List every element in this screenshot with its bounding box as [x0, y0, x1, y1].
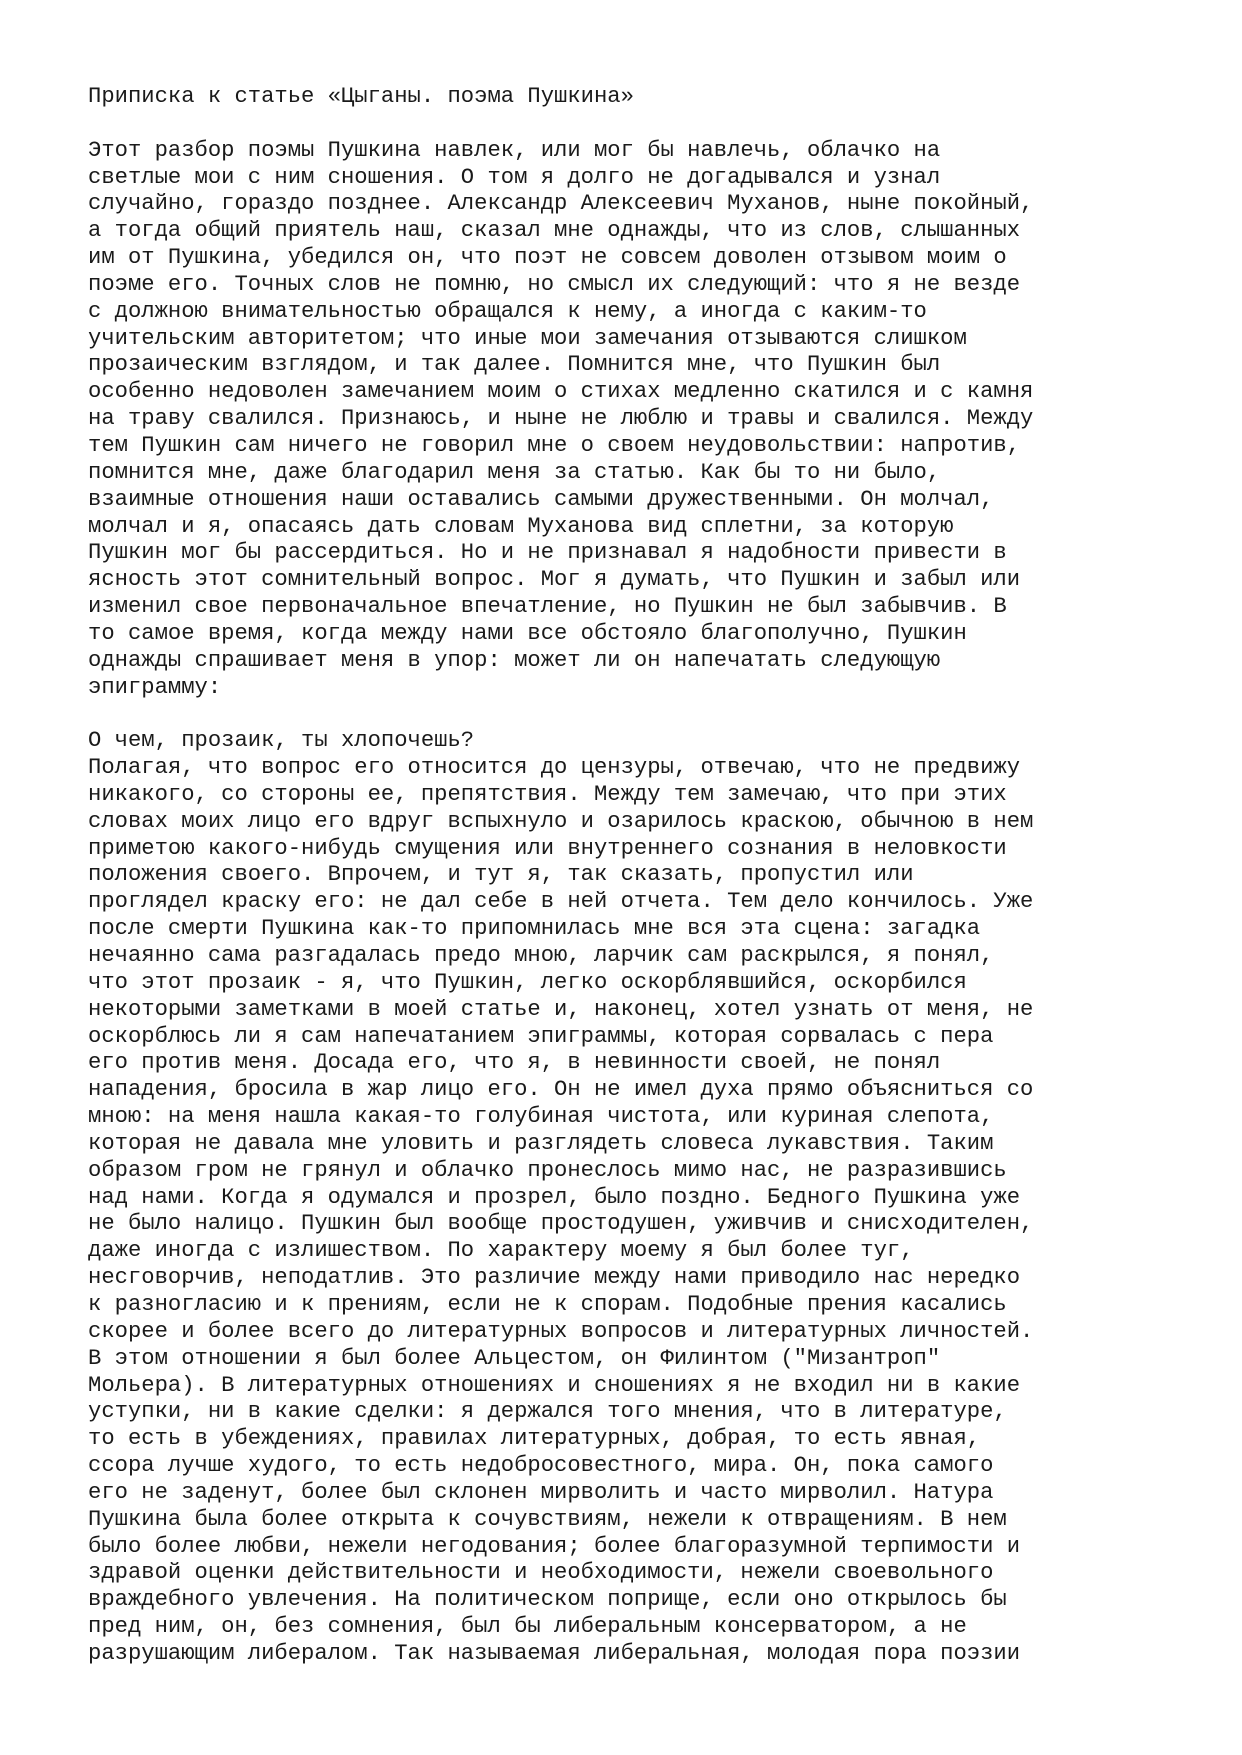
text-line: нечаянно сама разгадалась предо мною, ларчик сам раскрылся, я понял, — [88, 943, 994, 968]
blank-line — [88, 111, 1168, 138]
epigram-line: О чем, прозаик, ты хлопочешь? — [88, 728, 475, 754]
text-line: эпиграмму: — [88, 674, 222, 700]
text-line: учительским авторитетом; что иные мои замечания отзываются слишком — [88, 325, 967, 351]
text-line: случайно, гораздо позднее. Александр Алексеевич Муханов, ныне покойный, — [88, 191, 1034, 217]
text-line: здравой оценки действительности и необходимости, нежели своевольного — [88, 1560, 994, 1586]
paragraph-2 — [88, 755, 1168, 1668]
text-line: враждебного увлечения. На политическом поприще, если оно открылось бы — [88, 1587, 1007, 1613]
text-line: Этот разбор поэмы Пушкина навлек, или мог бы навлечь, облачко на — [88, 137, 941, 163]
text-line: светлые мои с ним сношения. О том я долго не догадывался и узнал — [88, 164, 941, 190]
text-line: однажды спрашивает меня в упор: может ли он напечатать следующую — [88, 647, 941, 673]
text-line: помнится мне, даже благодарил меня за статью. Как бы то ни было, — [88, 459, 941, 485]
text-line: разрушающим либералом. Так называемая либеральная, молодая пора поэзии — [88, 1640, 1021, 1666]
text-line: Пушкина была более открыта к сочувствиям, нежели к отвращениям. В нем — [88, 1506, 1007, 1532]
text-line: Полагая, что вопрос его относится до цензуры, отвечаю, что не предвижу — [88, 755, 1021, 781]
text-line: взаимные отношения наши оставались самыми дружественными. Он молчал, — [88, 486, 994, 512]
text-line: никакого, со стороны ее, препятствия. Между тем замечаю, что при этих — [88, 781, 1007, 807]
text-line: к разногласию и к прениям, если не к спорам. Подобные прения касались — [88, 1291, 1007, 1317]
document-title: Приписка к статье «Цыганы. поэма Пушкина» — [88, 84, 634, 109]
text-line: словах моих лицо его вдруг вспыхнуло и озарилось краскою, обычною в нем — [88, 808, 1034, 834]
text-line: то есть в убеждениях, правилах литературных, добрая, то есть явная, — [88, 1426, 981, 1452]
text-line: не было налицо. Пушкин был вообще простодушен, уживчив и снисходителен, — [88, 1211, 1034, 1237]
text-line: то самое время, когда между нами все обстояло благополучно, Пушкин — [88, 620, 967, 646]
text-line: а тогда общий приятель наш, сказал мне однажды, что из слов, слышанных — [88, 218, 1021, 244]
text-line: нападения, бросила в жар лицо его. Он не имел духа прямо объясниться со — [88, 1077, 1034, 1103]
text-line: даже иногда с излишеством. По характеру моему я был более туг, — [88, 1238, 914, 1264]
text-line: его против меня. Досада его, что я, в невинности своей, не понял — [88, 1050, 941, 1076]
text-line: прозаическим взглядом, и так далее. Помнится мне, что Пушкин был — [88, 352, 941, 378]
text-line: ясность этот сомнительный вопрос. Мог я думать, что Пушкин и забыл или — [88, 567, 1021, 593]
text-line: Мольера). В литературных отношениях и сношениях я не входил ни в какие — [88, 1372, 1021, 1398]
text-line: приметою какого-нибудь смущения или внутреннего сознания в неловкости — [88, 835, 1007, 861]
text-line: образом гром не грянул и облачко пронеслось мимо нас, не разразившись — [88, 1157, 1007, 1183]
text-line: после смерти Пушкина как-то припомнилась мне вся эта сцена: загадка — [88, 916, 981, 942]
text-line: скорее и более всего до литературных вопросов и литературных личностей. — [88, 1318, 1034, 1344]
text-line: несговорчив, неподатлив. Это различие между нами приводило нас нередко — [88, 1265, 1021, 1291]
text-line: изменил свое первоначальное впечатление, но Пушкин не был забывчив. В — [88, 594, 1007, 620]
text-line: с должною внимательностью обращался к нему, а иногда с каким-то — [88, 298, 927, 324]
text-line: мною: на меня нашла какая-то голубиная чистота, или куриная слепота, — [88, 1104, 994, 1130]
text-line: было более любви, нежели негодования; более благоразумной терпимости и — [88, 1533, 1021, 1559]
text-line: уступки, ни в какие сделки: я держался того мнения, что в литературе, — [88, 1399, 1007, 1425]
text-line: поэме его. Точных слов не помню, но смысл их следующий: что я не везде — [88, 271, 1021, 297]
text-line: им от Пушкина, убедился он, что поэт не совсем доволен отзывом моим о — [88, 245, 1007, 271]
text-line: пред ним, он, без сомнения, был бы либеральным консерватором, а не — [88, 1614, 967, 1640]
text-line: проглядел краску его: не дал себе в ней отчета. Тем дело кончилось. Уже — [88, 889, 1034, 915]
text-line: что этот прозаик - я, что Пушкин, легко оскорблявшийся, оскорбился — [88, 969, 967, 995]
text-line: положения своего. Впрочем, и тут я, так сказать, пропустил или — [88, 862, 914, 888]
text-line: Пушкин мог бы рассердиться. Но и не признавал я надобности привести в — [88, 540, 1007, 566]
text-line: В этом отношении я был более Альцестом, он Филинтом ("Мизантроп" — [88, 1345, 941, 1371]
text-line: молчал и я, опасаясь дать словам Муханова вид сплетни, за которую — [88, 513, 954, 539]
document-page — [88, 84, 1168, 1668]
text-line: над нами. Когда я одумался и прозрел, было поздно. Бедного Пушкина уже — [88, 1184, 1021, 1210]
text-line: тем Пушкин сам ничего не говорил мне о своем неудовольствии: напротив, — [88, 432, 1021, 458]
text-line: особенно недоволен замечанием моим о стихах медленно скатился и с камня — [88, 379, 1034, 405]
text-line: на траву свалился. Признаюсь, и ныне не люблю и травы и свалился. Между — [88, 406, 1034, 432]
text-line: оскорблюсь ли я сам напечатанием эпиграммы, которая сорвалась с пера — [88, 1023, 994, 1049]
text-line: некоторыми заметками в моей статье и, наконец, хотел узнать от меня, не — [88, 996, 1034, 1022]
text-line: которая не давала мне уловить и разглядеть словеса лукавствия. Таким — [88, 1130, 994, 1156]
text-line: его не заденут, более был склонен мирволить и часто мирволил. Натура — [88, 1479, 994, 1505]
paragraph-1 — [88, 138, 1168, 702]
text-line: ссора лучше худого, то есть недобросовестного, мира. Он, пока самого — [88, 1453, 994, 1479]
blank-line — [88, 701, 1168, 728]
